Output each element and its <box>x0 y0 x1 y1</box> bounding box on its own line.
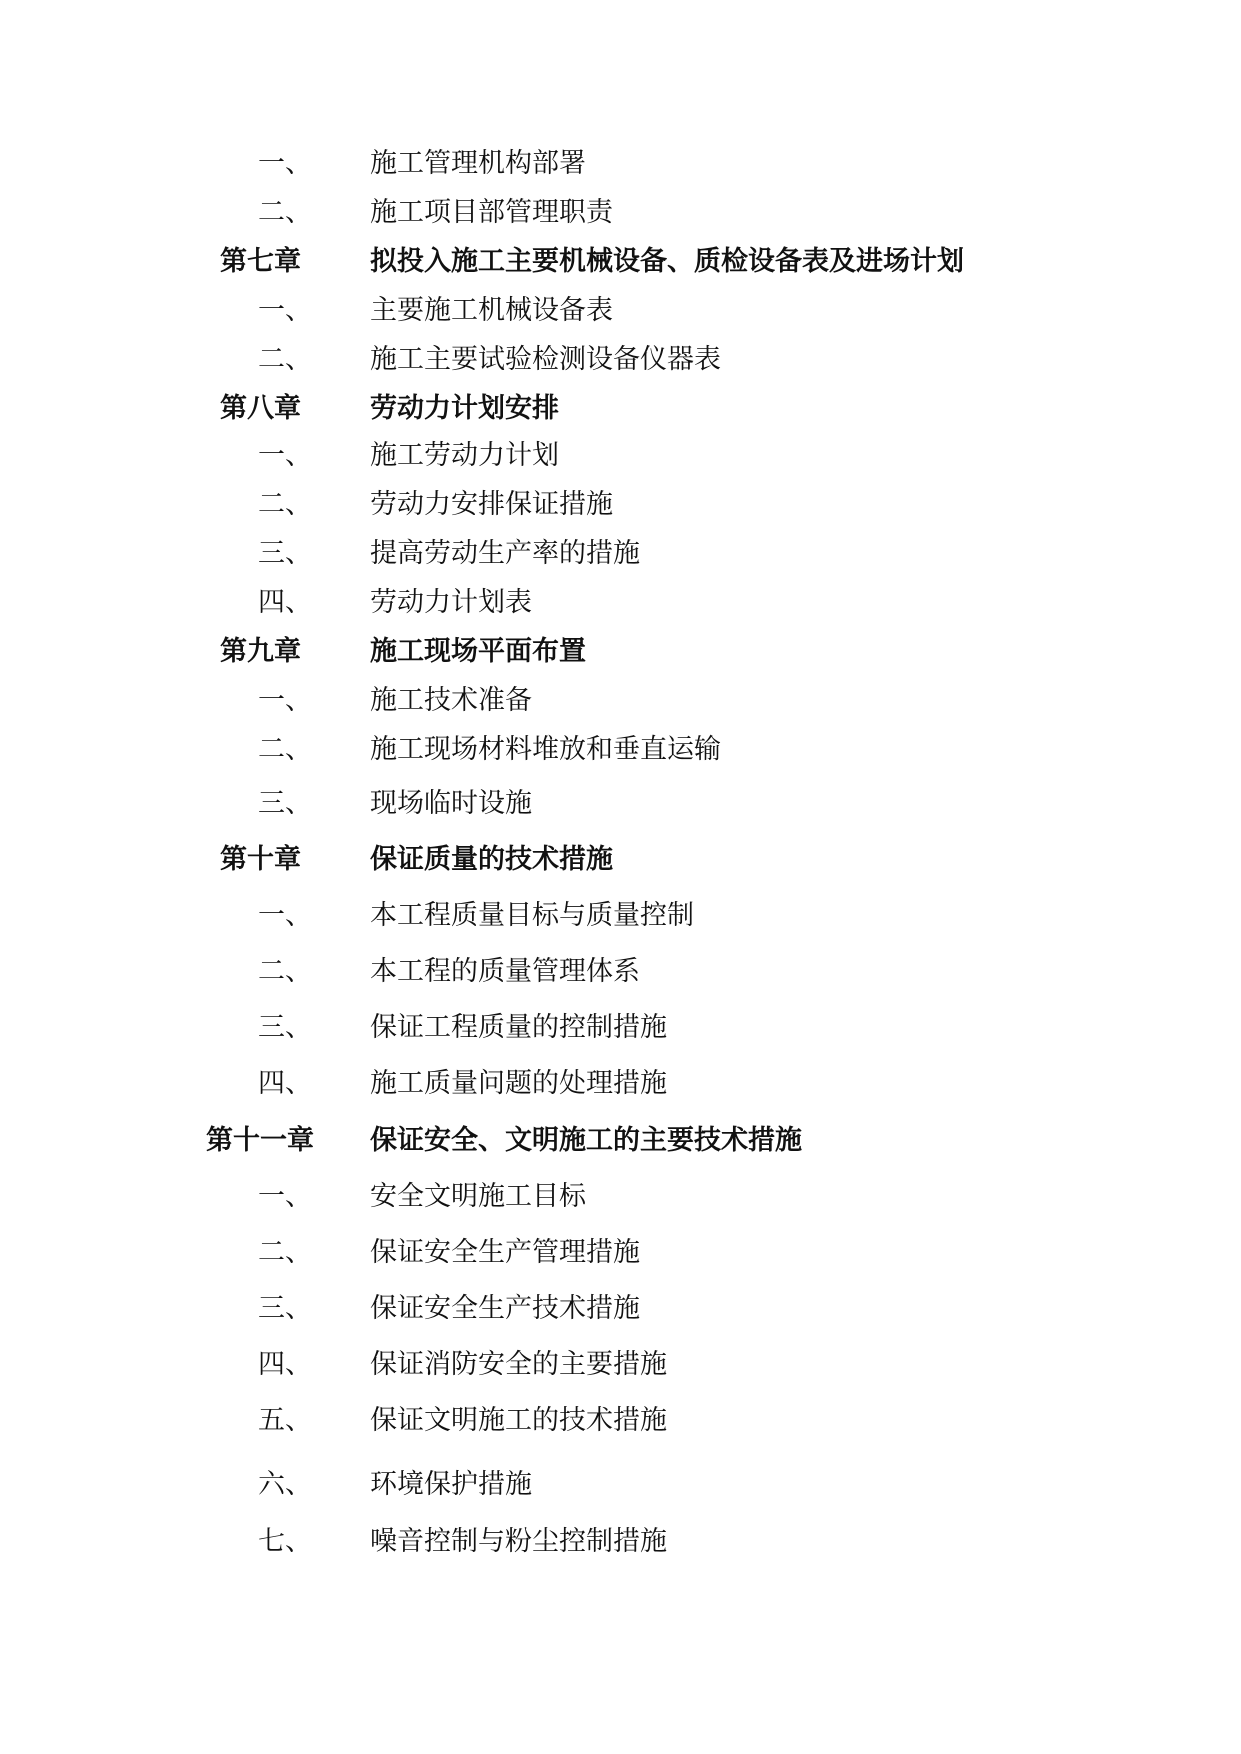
section-number: 五、 <box>258 1405 312 1436</box>
section-number: 三、 <box>258 1012 312 1043</box>
chapter-number: 第八章 <box>220 393 301 424</box>
section-title: 保证消防安全的主要措施 <box>370 1349 667 1380</box>
section-number: 四、 <box>258 1349 312 1380</box>
section-title: 现场临时设施 <box>370 788 532 819</box>
section-number: 三、 <box>258 788 312 819</box>
section-number: 四、 <box>258 1068 312 1099</box>
toc-section <box>0 340 1241 380</box>
section-title: 施工项目部管理职责 <box>370 197 613 228</box>
toc-section <box>0 436 1241 476</box>
chapter-number: 第十一章 <box>206 1125 314 1156</box>
section-title: 施工劳动力计划 <box>370 440 559 471</box>
section-number: 一、 <box>258 148 312 179</box>
toc-section <box>0 1401 1241 1441</box>
section-title: 施工技术准备 <box>370 685 532 716</box>
section-title: 环境保护措施 <box>370 1469 532 1500</box>
section-number: 二、 <box>258 1237 312 1268</box>
section-title: 安全文明施工目标 <box>370 1181 586 1212</box>
section-title: 保证安全生产管理措施 <box>370 1237 640 1268</box>
section-number: 二、 <box>258 489 312 520</box>
toc-section <box>0 1522 1241 1562</box>
chapter-title: 保证质量的技术措施 <box>370 844 613 875</box>
section-number: 一、 <box>258 685 312 716</box>
section-title: 本工程质量目标与质量控制 <box>370 900 694 931</box>
section-number: 三、 <box>258 1293 312 1324</box>
section-title: 主要施工机械设备表 <box>370 295 613 326</box>
chapter-title: 拟投入施工主要机械设备、质检设备表及进场计划 <box>370 246 964 277</box>
toc-section <box>0 784 1241 824</box>
section-title: 施工现场材料堆放和垂直运输 <box>370 734 721 765</box>
toc-section <box>0 583 1241 623</box>
section-number: 一、 <box>258 295 312 326</box>
toc-section <box>0 1289 1241 1329</box>
toc-section <box>0 896 1241 936</box>
chapter-number: 第九章 <box>220 636 301 667</box>
section-title: 保证工程质量的控制措施 <box>370 1012 667 1043</box>
section-number: 二、 <box>258 956 312 987</box>
chapter-title: 保证安全、文明施工的主要技术措施 <box>370 1125 802 1156</box>
section-title: 劳动力计划表 <box>370 587 532 618</box>
section-title: 保证文明施工的技术措施 <box>370 1405 667 1436</box>
toc-section <box>0 1465 1241 1505</box>
section-number: 七、 <box>258 1526 312 1557</box>
section-title: 施工主要试验检测设备仪器表 <box>370 344 721 375</box>
toc-section <box>0 730 1241 770</box>
toc-section <box>0 534 1241 574</box>
section-number: 四、 <box>258 587 312 618</box>
section-number: 二、 <box>258 344 312 375</box>
section-title: 劳动力安排保证措施 <box>370 489 613 520</box>
toc-section <box>0 1345 1241 1385</box>
toc-section <box>0 681 1241 721</box>
toc-chapter <box>0 242 1241 282</box>
section-number: 二、 <box>258 734 312 765</box>
section-title: 施工质量问题的处理措施 <box>370 1068 667 1099</box>
section-title: 施工管理机构部署 <box>370 148 586 179</box>
toc-section <box>0 291 1241 331</box>
section-title: 提高劳动生产率的措施 <box>370 538 640 569</box>
toc-section <box>0 193 1241 233</box>
section-number: 二、 <box>258 197 312 228</box>
chapter-number: 第十章 <box>220 844 301 875</box>
toc-section <box>0 1008 1241 1048</box>
section-number: 一、 <box>258 900 312 931</box>
chapter-number: 第七章 <box>220 246 301 277</box>
chapter-title: 劳动力计划安排 <box>370 393 559 424</box>
toc-section <box>0 1064 1241 1104</box>
toc-chapter <box>0 632 1241 672</box>
chapter-title: 施工现场平面布置 <box>370 636 586 667</box>
section-number: 六、 <box>258 1469 312 1500</box>
section-number: 一、 <box>258 1181 312 1212</box>
toc-chapter <box>0 840 1241 880</box>
toc-chapter <box>0 389 1241 429</box>
section-title: 噪音控制与粉尘控制措施 <box>370 1526 667 1557</box>
section-title: 保证安全生产技术措施 <box>370 1293 640 1324</box>
toc-section <box>0 952 1241 992</box>
section-title: 本工程的质量管理体系 <box>370 956 640 987</box>
section-number: 三、 <box>258 538 312 569</box>
toc-chapter <box>0 1121 1241 1161</box>
toc-section <box>0 1233 1241 1273</box>
toc-section <box>0 485 1241 525</box>
section-number: 一、 <box>258 440 312 471</box>
toc-section <box>0 144 1241 184</box>
toc-section <box>0 1177 1241 1217</box>
